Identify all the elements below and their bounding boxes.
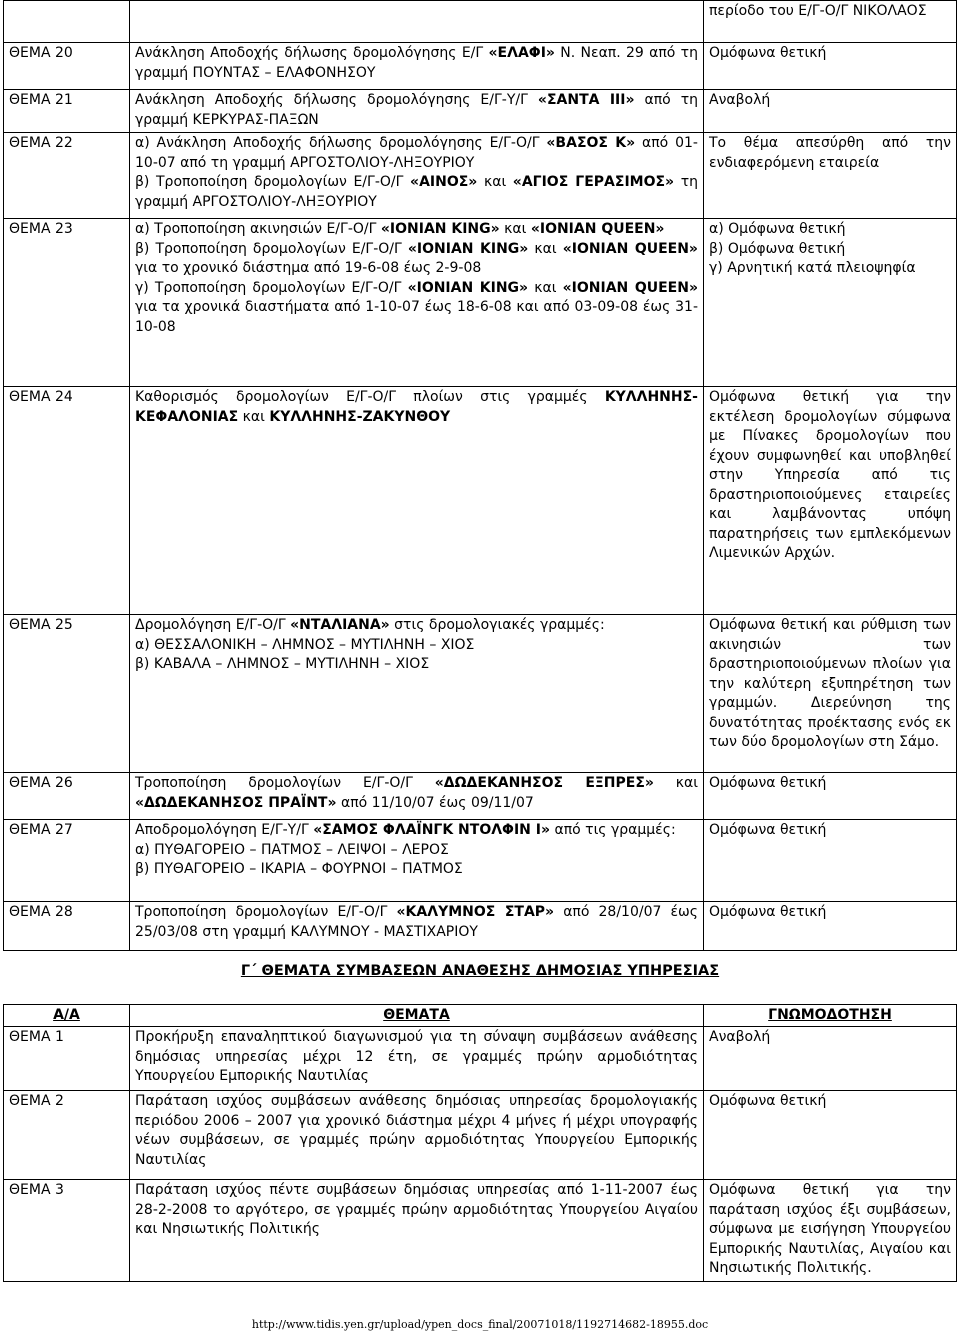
opinion-text: Ομόφωνα θετική για την παράταση ισχύος έξι συμβάσεων, σύμφωνα με εισήγηση Υπουργείου Εμπορικής Ναυτιλίας, Αιγαίου και Νησιωτικής Πολιτικής.	[709, 1182, 951, 1276]
row-description	[130, 43, 704, 90]
text: από 11/10/07 έως 09/11/07	[336, 794, 534, 811]
text: τη γραμμή ΑΡΓΟΣΤΟΛΙΟΥ-ΛΗΞΟΥΡΙΟΥ	[135, 174, 698, 210]
text: για τα χρονικά διαστήματα από 1-10-07 έως 18-6-08 και από 03-09-08 έως 31-10-08	[135, 299, 698, 335]
row-opinion	[704, 902, 957, 951]
decisions-table-c-body	[4, 1027, 957, 1282]
opinion-text: περίοδο του Ε/Γ-Ο/Γ ΝΙΚΟΛΑΟΣ	[709, 3, 927, 19]
text: α) Τροποποίηση ακινησιών Ε/Γ-Ο/Γ	[135, 221, 381, 237]
text: Ανάκληση Αποδοχής δήλωσης δρομολόγησης Ε/Γ	[135, 45, 489, 61]
bold-text: «ΚΑΛΥΜΝΟΣ ΣΤΑΡ»	[396, 904, 555, 920]
table-row	[4, 1091, 957, 1180]
row-opinion	[704, 43, 957, 90]
text: Τροποποίηση δρομολογίων Ε/Γ-Ο/Γ	[135, 775, 435, 791]
table-row	[4, 90, 957, 133]
row-opinion	[704, 1027, 957, 1091]
text: γ) Τροποποίηση δρομολογίων Ε/Γ-Ο/Γ	[135, 279, 408, 296]
row-opinion	[704, 820, 957, 902]
bold-text: «ΕΛΑΦΙ»	[488, 45, 555, 61]
row-number: ΘΕΜΑ 27	[4, 820, 130, 902]
text: β) Τροποποίηση δρομολογίων Ε/Γ-Ο/Γ	[135, 240, 408, 257]
bold-text: ΚΥΛΛΗΝΗΣ-ΚΕΦΑΛΟΝΙΑΣ	[135, 389, 698, 425]
text: Παράταση ισχύος πέντε συμβάσεων δημόσιας υπηρεσίας από 1-11-2007 έως 28-2-2008 το αργότερο, σε γραμμές πρώην αρμοδιότητας Υπουργείου Αιγαίου και Νησιωτικής Πολιτικής	[135, 1182, 698, 1237]
table-row	[4, 902, 957, 951]
row-number: ΘΕΜΑ 23	[4, 219, 130, 387]
row-description	[130, 820, 704, 902]
opinion-text: γ) Αρνητική κατά πλειοψηφία	[709, 260, 916, 276]
bold-text: «ΙΟΝΙΑΝ KING»	[380, 221, 500, 237]
bold-text: «ΑΙΝΟΣ»	[410, 174, 478, 190]
row-number: ΘΕΜΑ 28	[4, 902, 130, 951]
text: Τροποποίηση δρομολογίων Ε/Γ-Ο/Γ	[135, 904, 397, 920]
row-number: ΘΕΜΑ 3	[4, 1180, 130, 1282]
row-opinion	[704, 219, 957, 387]
opinion-text: Ομόφωνα θετική	[709, 822, 827, 838]
text: Ανάκληση Αποδοχής δήλωσης δρομολόγησης Ε/Γ-Υ/Γ	[135, 92, 538, 108]
text: Προκήρυξη επαναληπτικού διαγωνισμού για τη σύναψη συμβάσεων ανάθεσης δημόσιας υπηρεσίας μέχρι 12 έτη, σε γραμμές πρώην αρμοδιότητας Υπουργείου Εμπορικής Ναυτιλίας	[135, 1029, 698, 1084]
row-opinion	[704, 1, 957, 43]
row-number: ΘΕΜΑ 21	[4, 90, 130, 133]
text: από 28/10/07 έως 25/03/08 στη γραμμή ΚΑΛΥΜΝΟΥ - ΜΑΣΤΙΧΑΡΙΟΥ	[135, 904, 698, 940]
column-header-aa: Α/Α	[4, 1005, 130, 1027]
text: και	[653, 775, 698, 791]
text: Ν. Νεαπ. 29 από τη γραμμή ΠΟΥΝΤΑΣ – ΕΛΑΦΟΝΗΣΟΥ	[135, 45, 698, 81]
bold-text: «ΙΟΝΙΑΝ KING»	[407, 240, 529, 257]
row-description	[130, 902, 704, 951]
bold-text: «ΝΤΑΛΙΑΝΑ»	[290, 617, 390, 633]
text: στις δρομολογιακές γραμμές:	[389, 617, 605, 633]
bold-text: «ΑΓΙΟΣ ΓΕΡΑΣΙΜΟΣ»	[512, 174, 675, 190]
row-description	[130, 1180, 704, 1282]
column-header-themata: ΘΕΜΑΤΑ	[130, 1005, 704, 1027]
text: α) Ανάκληση Αποδοχής δήλωσης δρομολόγησης Ε/Γ-Ο/Γ	[135, 135, 547, 151]
row-description	[130, 1, 704, 43]
table-row	[4, 133, 957, 219]
text: α) ΘΕΣΣΑΛΟΝΙΚΗ – ΛΗΜΝΟΣ – ΜΥΤΙΛΗΝΗ – ΧΙΟΣ	[135, 636, 475, 653]
row-opinion	[704, 1091, 957, 1180]
bold-text: «ΒΑΣΟΣ Κ»	[546, 135, 636, 151]
opinion-text: Ομόφωνα θετική	[709, 45, 827, 61]
row-opinion	[704, 387, 957, 615]
table-row	[4, 773, 957, 820]
opinion-text: Ομόφωνα θετική	[709, 904, 827, 920]
bold-text: «ΙΟΝΙΑΝ KING»	[407, 279, 529, 296]
opinion-text: Ομόφωνα θετική	[709, 1093, 827, 1109]
text: και	[477, 174, 513, 190]
opinion-text: α) Ομόφωνα θετική	[709, 221, 846, 237]
table-row	[4, 1027, 957, 1091]
bold-text: «ΙΟΝΙΑΝ QUEEN»	[562, 279, 698, 296]
text: β) ΚΑΒΑΛΑ – ΛΗΜΝΟΣ – ΜΥΤΙΛΗΝΗ – ΧΙΟΣ	[135, 656, 430, 672]
opinion-text: Αναβολή	[709, 92, 771, 108]
bold-text: ΚΥΛΛΗΝΗΣ-ΖΑΚΥΝΘΟΥ	[269, 408, 451, 425]
bold-text: «ΣΑΝΤΑ ΙΙΙ»	[537, 92, 635, 108]
bold-text: «ΔΩΔΕΚΑΝΗΣΟΣ ΕΞΠΡΕΣ»	[434, 775, 654, 791]
row-description	[130, 219, 704, 387]
row-description	[130, 387, 704, 615]
table-header-row	[4, 1005, 957, 1027]
row-number: ΘΕΜΑ 20	[4, 43, 130, 90]
text: και	[238, 408, 270, 425]
row-number: ΘΕΜΑ 22	[4, 133, 130, 219]
text: α) ΠΥΘΑΓΟΡΕΙΟ – ΠΑΤΜΟΣ – ΛΕΙΨΟΙ – ΛΕΡΟΣ	[135, 841, 449, 858]
text: και	[499, 221, 531, 237]
text: από τη γραμμή ΚΕΡΚΥΡΑΣ-ΠΑΞΩΝ	[135, 92, 699, 128]
table-row	[4, 387, 957, 615]
row-description	[130, 90, 704, 133]
section-c-heading: Γ΄ ΘΕΜΑΤΑ ΣΥΜΒΑΣΕΩΝ ΑΝΑΘΕΣΗΣ ΔΗΜΟΣΙΑΣ ΥΠΗΡΕΣΙΑΣ	[240, 963, 720, 979]
row-description	[130, 615, 704, 773]
text: και	[528, 240, 563, 257]
row-opinion	[704, 773, 957, 820]
text: Δρομολόγηση Ε/Γ-Ο/Γ	[135, 617, 291, 633]
text: Καθορισμός δρομολογίων Ε/Γ-Ο/Γ πλοίων στις γραμμές	[135, 389, 605, 405]
row-number: ΘΕΜΑ 24	[4, 387, 130, 615]
text: και	[528, 279, 563, 296]
table-row	[4, 820, 957, 902]
row-number: ΘΕΜΑ 1	[4, 1027, 130, 1091]
opinion-text: Ομόφωνα θετική για την εκτέλεση δρομολογίων σύμφωνα με Πίνακες δρομολογίων που έχουν συμφωνηθεί και υποβληθεί στην Υπηρεσία από τις δραστηριοποιούμενες εταιρείες και λαμβάνοντας υπόψη παρατηρήσεις των εμπλεκόμενων Λιμενικών Αρχών.	[709, 389, 951, 561]
text: β) Τροποποίηση δρομολογίων Ε/Γ-Ο/Γ	[135, 174, 411, 190]
bold-text: «ΙΟΝΙΑΝ QUEEN»	[562, 240, 698, 257]
row-opinion	[704, 90, 957, 133]
row-opinion	[704, 1180, 957, 1282]
bold-text: «ΙΟΝΙΑΝ QUEEN»	[530, 221, 665, 237]
row-description	[130, 773, 704, 820]
bold-text: «ΣΑΜΟΣ ΦΛΑΪΝΓΚ ΝΤΟΛΦΙΝ Ι»	[313, 822, 551, 838]
text: από 01-10-07 από τη γραμμή ΑΡΓΟΣΤΟΛΙΟΥ-ΛΗΞΟΥΡΙΟΥ	[135, 135, 698, 171]
bold-text: «ΔΩΔΕΚΑΝΗΣΟΣ ΠΡΑΪΝΤ»	[135, 794, 337, 811]
row-opinion	[704, 133, 957, 219]
table-row	[4, 219, 957, 387]
row-number: ΘΕΜΑ 25	[4, 615, 130, 773]
row-number: ΘΕΜΑ 26	[4, 773, 130, 820]
table-row	[4, 43, 957, 90]
text: Παράταση ισχύος συμβάσεων ανάθεσης δημόσιας υπηρεσίας δρομολογιακής περιόδου 2006 – 2007 για χρονικό διάστημα μέχρι 4 μήνες ή μέχρι υπογραφής νέων συμβάσεων, σε γραμμές πρώην αρμοδιότητας Υπουργείου Εμπορικής Ναυτιλίας	[135, 1093, 698, 1168]
row-number: ΘΕΜΑ 2	[4, 1091, 130, 1180]
opinion-text: Αναβολή	[709, 1029, 771, 1045]
column-header-gnomodotisi: ΓΝΩΜΟΔΟΤΗΣΗ	[704, 1005, 957, 1027]
row-opinion	[704, 615, 957, 773]
table-row	[4, 1, 957, 43]
text: από τις γραμμές:	[550, 822, 676, 838]
opinion-text: Το θέμα απεσύρθη από την ενδιαφερόμενη εταιρεία	[709, 135, 951, 171]
decisions-table-b	[3, 0, 957, 951]
opinion-text: Ομόφωνα θετική και ρύθμιση των ακινησιών των δραστηριοποιούμενων πλοίων για την καλύτερη εξυπηρέτηση των γραμμών. Διερεύνηση της δυνατότητας προέκτασης ενός εκ των δύο δρομολογίων στη Σάμο.	[709, 617, 951, 750]
row-description	[130, 1027, 704, 1091]
text: β) ΠΥΘΑΓΟΡΕΙΟ – ΙΚΑΡΙΑ – ΦΟΥΡΝΟΙ – ΠΑΤΜΟΣ	[135, 861, 463, 877]
decisions-table-c	[3, 1004, 957, 1282]
table-row	[4, 1180, 957, 1282]
opinion-text: β) Ομόφωνα θετική	[709, 240, 846, 257]
table-row	[4, 615, 957, 773]
text: για το χρονικό διάστημα από 19-6-08 έως 2-9-08	[135, 260, 482, 276]
footer-url: http://www.tidis.yen.gr/upload/ypen_docs_final/20071018/1192714682-18955.doc	[251, 1318, 709, 1331]
opinion-text: Ομόφωνα θετική	[709, 775, 827, 791]
row-number	[4, 1, 130, 43]
text: Αποδρομολόγηση Ε/Γ-Υ/Γ	[135, 822, 314, 838]
decisions-table-b-body	[4, 1, 957, 951]
row-description	[130, 1091, 704, 1180]
row-description	[130, 133, 704, 219]
